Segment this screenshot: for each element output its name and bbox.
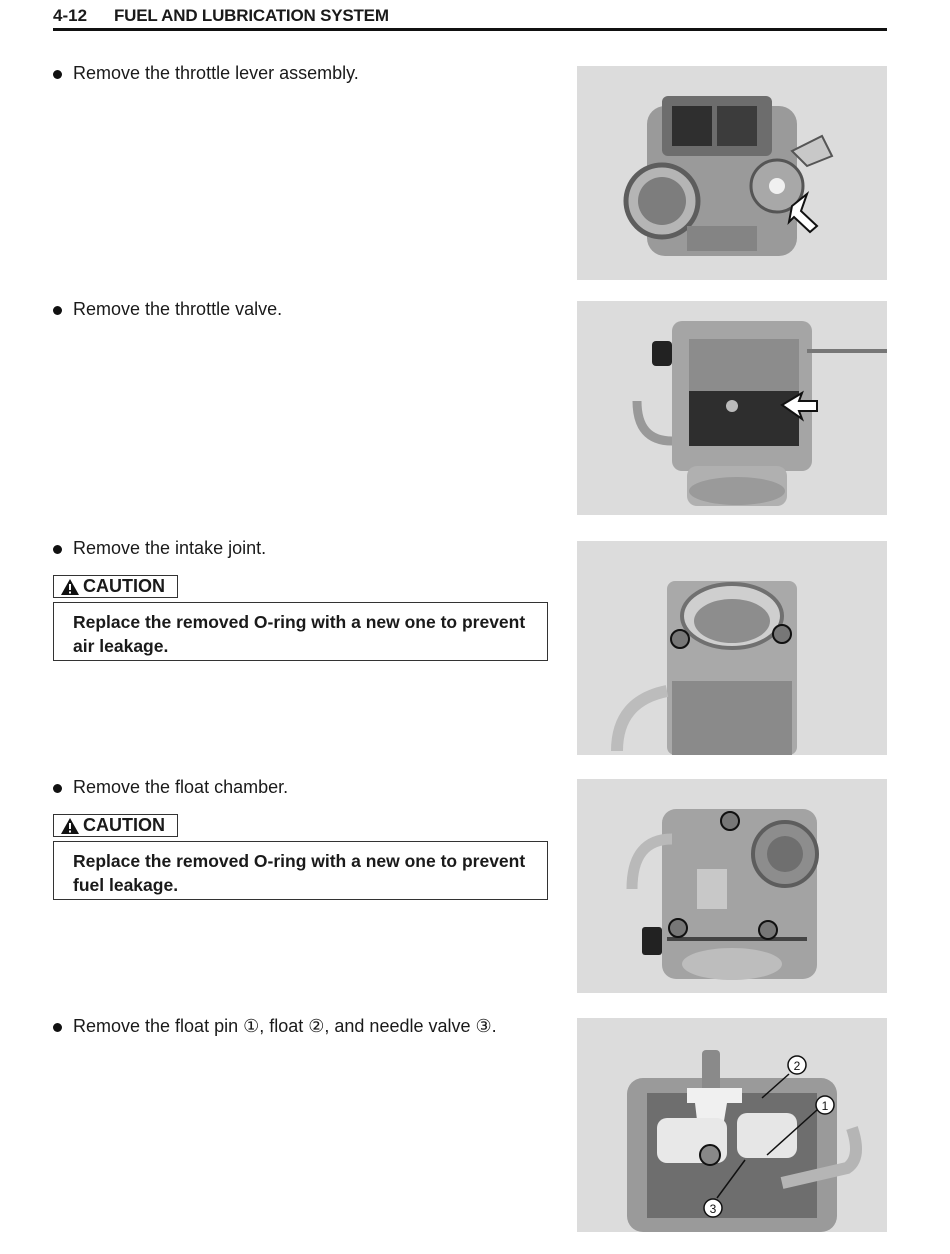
- throttle-valve-photo: [577, 301, 887, 515]
- callout-3: 3: [709, 1202, 717, 1216]
- warning-icon: [61, 579, 79, 595]
- throttle-lever-photo: [577, 66, 887, 280]
- callout-2: 2: [793, 1059, 801, 1073]
- float-needle-photo: [577, 1018, 887, 1232]
- step-3-text: Remove the intake joint.: [73, 538, 267, 558]
- bullet-icon: [53, 545, 62, 554]
- caution-label-text: CAUTION: [83, 815, 165, 835]
- step-2-text: Remove the throttle valve.: [73, 299, 283, 319]
- warning-icon: [61, 818, 79, 834]
- page-header: [53, 4, 887, 30]
- callout-1: 1: [821, 1099, 829, 1113]
- caution-label: [53, 575, 178, 598]
- caution-message: Replace the removed O-ring with a new one to prevent air leakage.: [53, 602, 548, 661]
- bullet-icon: [53, 306, 62, 315]
- step-4-text: Remove the float chamber.: [73, 777, 289, 797]
- page-number: 4-12: [53, 6, 88, 25]
- intake-joint-photo: [577, 541, 887, 755]
- caution-label-text: CAUTION: [83, 576, 165, 596]
- caution-label: [53, 814, 178, 837]
- step-1-text: Remove the throttle lever assembly.: [73, 63, 359, 83]
- section-title: FUEL AND LUBRICATION SYSTEM: [114, 6, 389, 25]
- step-5-text: Remove the float pin ①, float ②, and needle valve ③.: [73, 1016, 497, 1036]
- float-chamber-photo: [577, 779, 887, 993]
- caution-message: Replace the removed O-ring with a new one to prevent fuel leakage.: [53, 841, 548, 900]
- bullet-icon: [53, 1023, 62, 1032]
- bullet-icon: [53, 784, 62, 793]
- header-rule: [53, 28, 887, 31]
- bullet-icon: [53, 70, 62, 79]
